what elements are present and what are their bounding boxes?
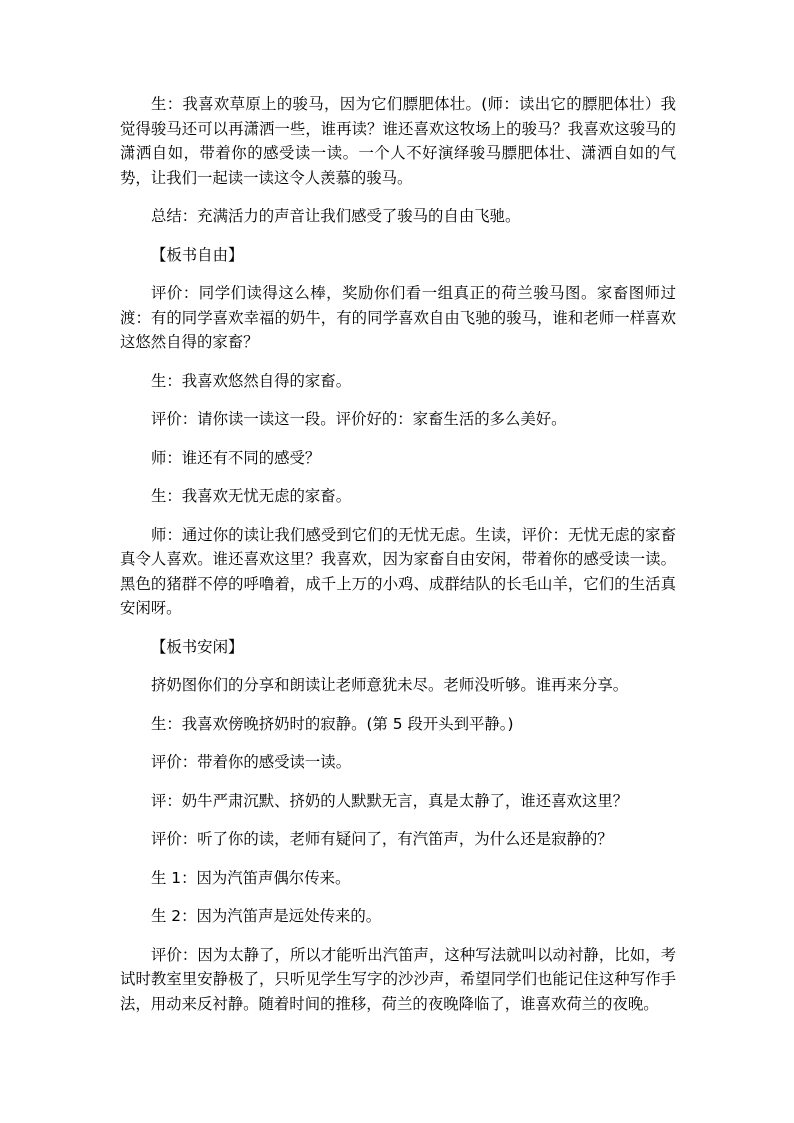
paragraph-teacher-question: 师：谁还有不同的感受？ xyxy=(151,448,321,467)
paragraph-milking-share: 挤奶图你们的分享和朗读让老师意犹未尽。老师没听够。谁再来分享。 xyxy=(151,676,629,694)
paragraph-student-carefree: 生：我喜欢无忧无虑的家畜。 xyxy=(151,487,352,505)
paragraph-evaluation-whistle: 评价：听了你的读，老师有疑问了，有汽笛声，为什么还是寂静的？ xyxy=(151,830,613,848)
paragraph-student-quiet: 生：我喜欢傍晚挤奶时的寂静。(第 5 段开头到平静。) xyxy=(151,714,514,733)
paragraph-evaluation-contrast: 评价：因为太静了，所以才能听出汽笛声，这种写法就叫以动衬静，比如，考试时教室里安静极了，只听见学生写字的沙沙声，希望同学们也能记住这种写作手法，用动来反衬静。随着时间的推移，荷兰的夜晚降临了，谁喜欢荷兰的夜晚。 xyxy=(120,945,676,1013)
paragraph-evaluation-feeling: 评价：带着你的感受读一读。 xyxy=(151,753,352,771)
paragraph-comment-silence: 评：奶牛严肃沉默、挤奶的人默默无言，真是太静了，谁还喜欢这里？ xyxy=(151,791,629,810)
document-body xyxy=(120,92,676,1030)
paragraph-board-leisure: 【板书安闲】 xyxy=(151,637,244,656)
paragraph-teacher-carefree: 师：通过你的读让我们感受到它们的无忧无虑。生读，评价：无忧无虑的家畜真令人喜欢。谁还喜欢这里？我喜欢，因为家畜自由安闲，带着你的感受读一读。黑色的猪群不停的呼噜着，成千上万的小鸡、成群结队的长毛山羊，它们的生活真安闲呀。 xyxy=(120,525,676,617)
paragraph-student-1: 生 1：因为汽笛声偶尔传来。 xyxy=(151,868,351,887)
paragraph-student-leisurely: 生：我喜欢悠然自得的家畜。 xyxy=(151,371,352,390)
paragraph-evaluation-read: 评价：请你读一读这一段。评价好的：家畜生活的多么美好。 xyxy=(151,410,567,428)
paragraph-evaluation-horse-pictures: 评价：同学们读得这么棒，奖励你们看一组真正的荷兰骏马图。家畜图师过渡：有的同学喜欢幸福的奶牛，有的同学喜欢自由飞驰的骏马，谁和老师一样喜欢这悠然自得的家畜？ xyxy=(120,284,676,351)
paragraph-student-2: 生 2：因为汽笛声是远处传来的。 xyxy=(151,907,382,925)
paragraph-board-freedom: 【板书自由】 xyxy=(151,245,244,264)
paragraph-summary: 总结：充满活力的声音让我们感受了骏马的自由飞驰。 xyxy=(151,207,521,225)
paragraph-student-horse: 生：我喜欢草原上的骏马，因为它们膘肥体壮。(师：读出它的膘肥体壮）我觉得骏马还可以再潇洒一些，谁再读？谁还喜欢这牧场上的骏马？我喜欢这骏马的潇洒自如，带着你的感受读一读。一个人不好演绎骏马膘肥体壮、潇洒自如的气势，让我们一起读一读这令人羡慕的骏马。 xyxy=(120,95,676,187)
